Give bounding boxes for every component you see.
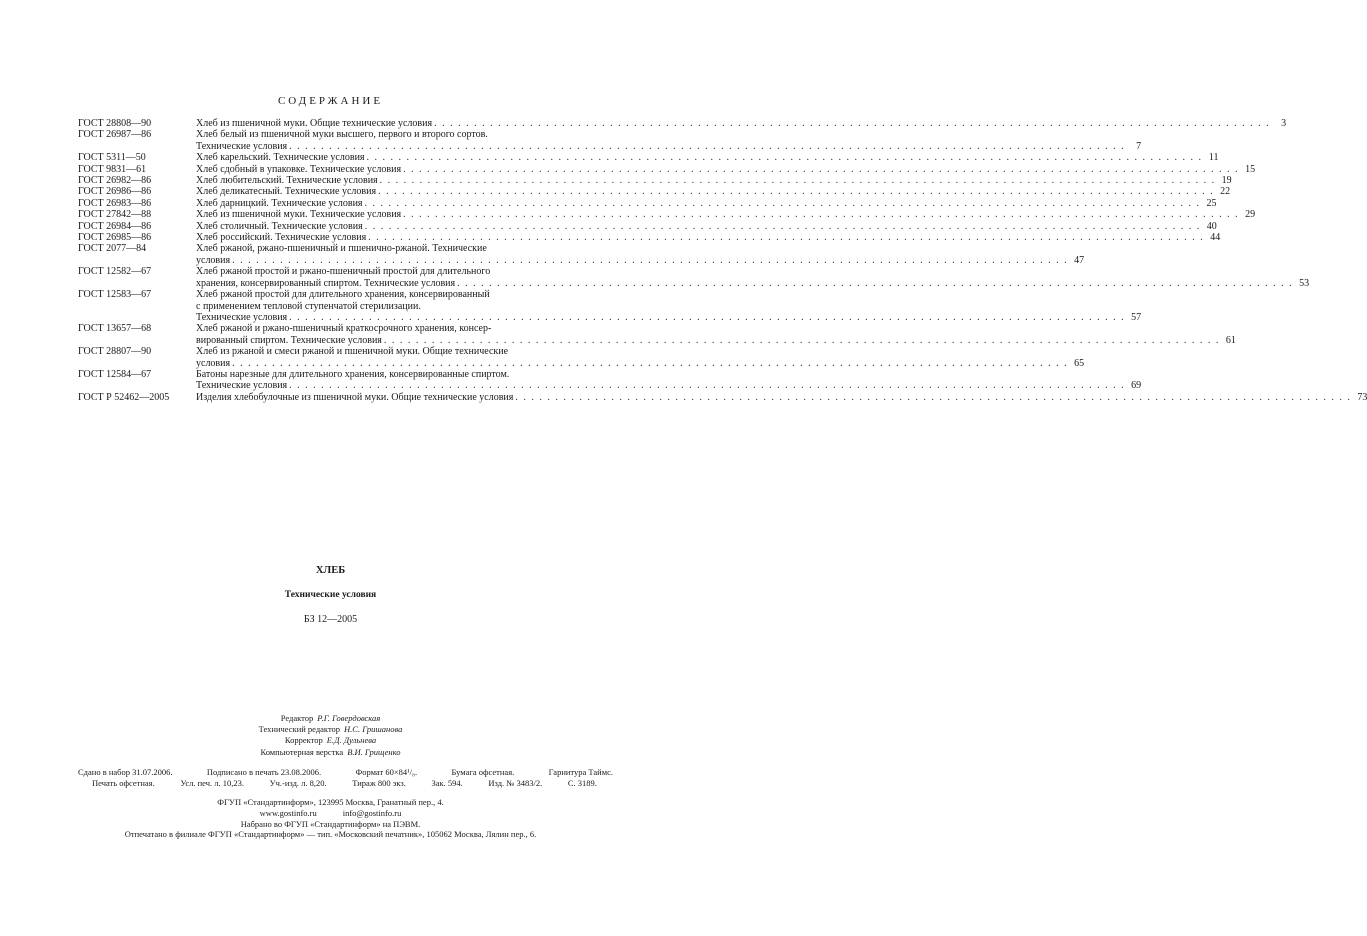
dot-leader: [457, 278, 1293, 289]
toc-line: [196, 129, 1141, 140]
toc-page-number: 44: [1210, 232, 1221, 244]
toc-description: [196, 118, 1286, 129]
credits: [0, 713, 661, 758]
publisher-email: info@gostinfo.ru: [342, 807, 402, 818]
toc-line-text: Хлеб любительский. Технические условия: [196, 175, 378, 187]
toc-line: [196, 164, 1255, 175]
toc-line-text: хранения, консервированный спиртом. Технические условия: [196, 277, 456, 289]
dot-leader: [403, 164, 1239, 175]
toc-line: [196, 392, 1367, 403]
toc-description: [196, 152, 1219, 163]
toc-line-text: Изделия хлебобулочные из пшеничной муки. Общие технические условия: [196, 391, 514, 403]
print-info: [78, 767, 613, 789]
printed-note: Отпечатано в филиале ФГУП «Стандартинформ» — тип. «Московский печатник», 105062 Москва, Лялин пер., 6.: [124, 829, 537, 840]
toc-line: [196, 380, 1141, 391]
toc-line: [196, 175, 1232, 186]
credit-row: [0, 724, 661, 735]
toc-entry: [78, 323, 1236, 346]
toc-entry: [78, 152, 1219, 164]
toc-line-text: с применением тепловой ступенчатой стерилизации.: [196, 300, 421, 312]
toc-line: [196, 278, 1309, 289]
toc-page-number: 47: [1074, 254, 1085, 266]
toc-line: [196, 243, 1084, 254]
toc-entry: [78, 368, 1142, 392]
toc-line-text: Батоны нарезные для длительного хранения, консервированные спиртом.: [196, 368, 510, 380]
credit-row: [0, 735, 661, 746]
print-info-item: Изд. № 3483/2.: [488, 778, 543, 788]
print-info-line: [78, 778, 613, 789]
toc-line: [196, 289, 1141, 300]
toc-page-number: 73: [1357, 391, 1367, 403]
print-info-item: Сдано в набор 31.07.2006.: [78, 767, 173, 777]
document-title: ХЛЕБ: [315, 565, 346, 576]
toc-line: [196, 186, 1230, 197]
toc-line-text: Хлеб ржаной простой и ржано-пшеничный простой для длительного: [196, 266, 491, 278]
toc-title: СОДЕРЖАНИЕ: [277, 95, 384, 107]
document-subtitle: Технические условия: [284, 590, 377, 600]
toc-standard-code: ГОСТ 5311—50: [78, 152, 146, 164]
credit-role: Корректор: [284, 735, 323, 746]
toc-standard-code: ГОСТ 26985—86: [78, 232, 152, 244]
toc-standard-code: ГОСТ Р 52462—2005: [78, 391, 170, 403]
toc-line-text: Хлеб российский. Технические условия: [196, 232, 367, 244]
toc-line-text: Хлеб сдобный в упаковке. Технические условия: [196, 163, 402, 175]
dot-leader: [289, 312, 1125, 323]
dot-leader: [232, 358, 1068, 369]
toc-page-number: 29: [1245, 209, 1256, 221]
toc-line-text: Хлеб дарницкий. Технические условия: [196, 197, 363, 209]
print-info-line: [78, 767, 613, 778]
toc-description: [196, 289, 1141, 323]
toc-standard-code: ГОСТ 27842—88: [78, 209, 152, 221]
toc-entry: [78, 197, 1217, 209]
dot-leader: [403, 209, 1239, 220]
toc-line: [196, 221, 1217, 232]
toc-line-text: Технические условия: [196, 380, 288, 392]
toc-page-number: 19: [1221, 175, 1232, 187]
credit-name: В.И. Грищенко: [347, 746, 401, 757]
toc-standard-code: ГОСТ 26986—86: [78, 186, 152, 198]
toc-line-text: условия: [196, 254, 231, 266]
dot-leader: [289, 380, 1125, 391]
dot-leader: [365, 221, 1201, 232]
toc-line-text: Технические условия: [196, 311, 288, 323]
dot-leader: [378, 186, 1214, 197]
toc-entry: [78, 118, 1287, 129]
toc-line-text: Хлеб карельский. Технические условия: [196, 152, 365, 164]
toc-entry: [78, 163, 1256, 175]
toc-line: [196, 346, 1084, 357]
toc-line-text: Хлеб ржаной и ржано-пшеничный краткосрочного хранения, консер-: [196, 323, 492, 335]
toc-entry: [78, 243, 1085, 266]
toc-line-text: Хлеб ржаной, ржано-пшеничный и пшенично-ржаной. Технические: [196, 243, 487, 255]
toc-line: [196, 118, 1286, 129]
toc-page-number: 57: [1131, 311, 1142, 323]
credit-name: Н.С. Гришанова: [344, 724, 403, 735]
toc-page-number: 61: [1225, 334, 1236, 346]
toc-description: [196, 164, 1255, 175]
print-info-item: Усл. печ. л. 10,23.: [180, 778, 244, 788]
toc-entry: [78, 175, 1232, 187]
print-info-item: Формат 60×84¹/₈.: [355, 767, 418, 777]
toc-line-text: Хлеб из пшеничной муки. Общие технические условия: [196, 118, 433, 129]
toc-description: [196, 243, 1084, 266]
toc-description: [196, 392, 1367, 403]
toc-line: [196, 323, 1236, 334]
toc-description: [196, 129, 1141, 152]
toc-line-text: условия: [196, 357, 231, 369]
toc-standard-code: ГОСТ 9831—61: [78, 163, 147, 175]
toc-standard-code: ГОСТ 12583—67: [78, 289, 152, 301]
toc-standard-code: ГОСТ 26987—86: [78, 129, 152, 141]
toc-line: [196, 198, 1217, 209]
toc-line: [196, 266, 1309, 277]
toc-line-text: Технические условия: [196, 140, 288, 152]
toc-entry: [78, 220, 1217, 232]
credit-name: Р.Г. Говердовская: [317, 713, 381, 723]
toc-page-number: 3: [1281, 118, 1287, 129]
toc-line: [196, 358, 1084, 369]
toc-standard-code: ГОСТ 26984—86: [78, 220, 152, 232]
toc-standard-code: ГОСТ 2077—84: [78, 243, 147, 255]
print-info-item: Уч.-изд. л. 8,20.: [269, 778, 327, 788]
publisher-contacts: [0, 808, 661, 819]
toc-line-text: Хлеб из ржаной и смеси ржаной и пшеничной муки. Общие технические: [196, 346, 509, 358]
table-of-contents: [78, 118, 1367, 403]
print-info-item: Тираж 800 экз.: [352, 778, 406, 788]
dot-leader: [368, 232, 1204, 243]
toc-standard-code: ГОСТ 26982—86: [78, 175, 152, 187]
toc-line: [196, 141, 1141, 152]
publisher-address: ФГУП «Стандартинформ», 123995 Москва, Гранатный пер., 4.: [217, 797, 444, 807]
toc-standard-code: ГОСТ 12584—67: [78, 368, 152, 380]
toc-description: [196, 221, 1217, 232]
typeset-note: Набрано во ФГУП «Стандартинформ» на ПЭВМ.: [240, 818, 421, 829]
dot-leader: [367, 152, 1203, 163]
toc-line: [196, 209, 1255, 220]
dot-leader: [380, 175, 1216, 186]
toc-line-text: вированный спиртом. Технические условия: [196, 334, 382, 346]
toc-line: [196, 255, 1084, 266]
dot-leader: [365, 198, 1201, 209]
dot-leader: [232, 255, 1068, 266]
toc-line-text: Хлеб ржаной простой для длительного хранения, консервированный: [196, 289, 490, 301]
toc-standard-code: ГОСТ 12582—67: [78, 266, 152, 278]
bz-code: БЗ 12—2005: [303, 614, 358, 625]
toc-page-number: 25: [1206, 197, 1217, 209]
toc-page-number: 15: [1245, 163, 1256, 175]
toc-line: [196, 301, 1141, 312]
credit-role: Редактор: [280, 713, 314, 723]
toc-entry: [78, 209, 1256, 221]
toc-description: [196, 198, 1217, 209]
toc-line-text: Хлеб белый из пшеничной муки высшего, первого и второго сортов.: [196, 129, 488, 141]
print-info-item: Подписано в печать 23.08.2006.: [206, 767, 322, 777]
credit-role: Технический редактор: [258, 724, 341, 735]
toc-entry: [78, 289, 1142, 323]
toc-standard-code: ГОСТ 28808—90: [78, 118, 152, 129]
toc-line: [196, 335, 1236, 346]
print-info-item: Бумага офсетная.: [451, 767, 515, 777]
toc-page-number: 40: [1206, 220, 1217, 232]
toc-line: [196, 152, 1219, 163]
dot-leader: [289, 141, 1125, 152]
print-info-item: Печать офсетная.: [92, 778, 155, 788]
toc-description: [196, 232, 1220, 243]
print-info-item: С. 3189.: [567, 778, 597, 788]
print-info-item: Гарнитура Таймс.: [548, 767, 613, 777]
dot-leader: [515, 392, 1351, 403]
toc-page-number: 7: [1136, 140, 1142, 152]
dot-leader: [434, 118, 1270, 129]
toc-line-text: Хлеб из пшеничной муки. Технические условия: [196, 209, 402, 221]
toc-entry: [78, 129, 1142, 152]
toc-entry: [78, 391, 1367, 403]
toc-page-number: 53: [1299, 277, 1310, 289]
toc-page-number: 11: [1208, 152, 1219, 164]
toc-page-number: 69: [1131, 380, 1142, 392]
toc-entry: [78, 266, 1310, 289]
dot-leader: [384, 335, 1220, 346]
credit-row: [0, 713, 661, 724]
toc-page-number: 65: [1074, 357, 1085, 369]
toc-description: [196, 186, 1230, 197]
toc-line: [196, 232, 1220, 243]
credit-row: [0, 747, 661, 758]
toc-standard-code: ГОСТ 26983—86: [78, 197, 152, 209]
toc-standard-code: ГОСТ 28807—90: [78, 346, 152, 358]
print-info-item: Зак. 594.: [431, 778, 463, 788]
toc-entry: [78, 232, 1221, 244]
toc-description: [196, 175, 1232, 186]
toc-standard-code: ГОСТ 13657—68: [78, 323, 152, 335]
publisher-info: [0, 797, 661, 840]
toc-description: [196, 266, 1309, 289]
toc-page-number: 22: [1220, 186, 1231, 198]
toc-line: [196, 312, 1141, 323]
toc-line-text: Хлеб столичный. Технические условия: [196, 220, 363, 232]
toc-line-text: Хлеб деликатесный. Технические условия: [196, 186, 377, 198]
credit-name: Е.Д. Дульнева: [326, 735, 377, 746]
toc-description: [196, 369, 1141, 392]
toc-description: [196, 209, 1255, 220]
toc-entry: [78, 186, 1231, 198]
toc-description: [196, 323, 1236, 346]
toc-line: [196, 369, 1141, 380]
toc-entry: [78, 346, 1085, 369]
toc-description: [196, 346, 1084, 369]
credit-role: Компьютерная верстка: [260, 746, 344, 757]
publisher-website: www.gostinfo.ru: [259, 807, 317, 818]
